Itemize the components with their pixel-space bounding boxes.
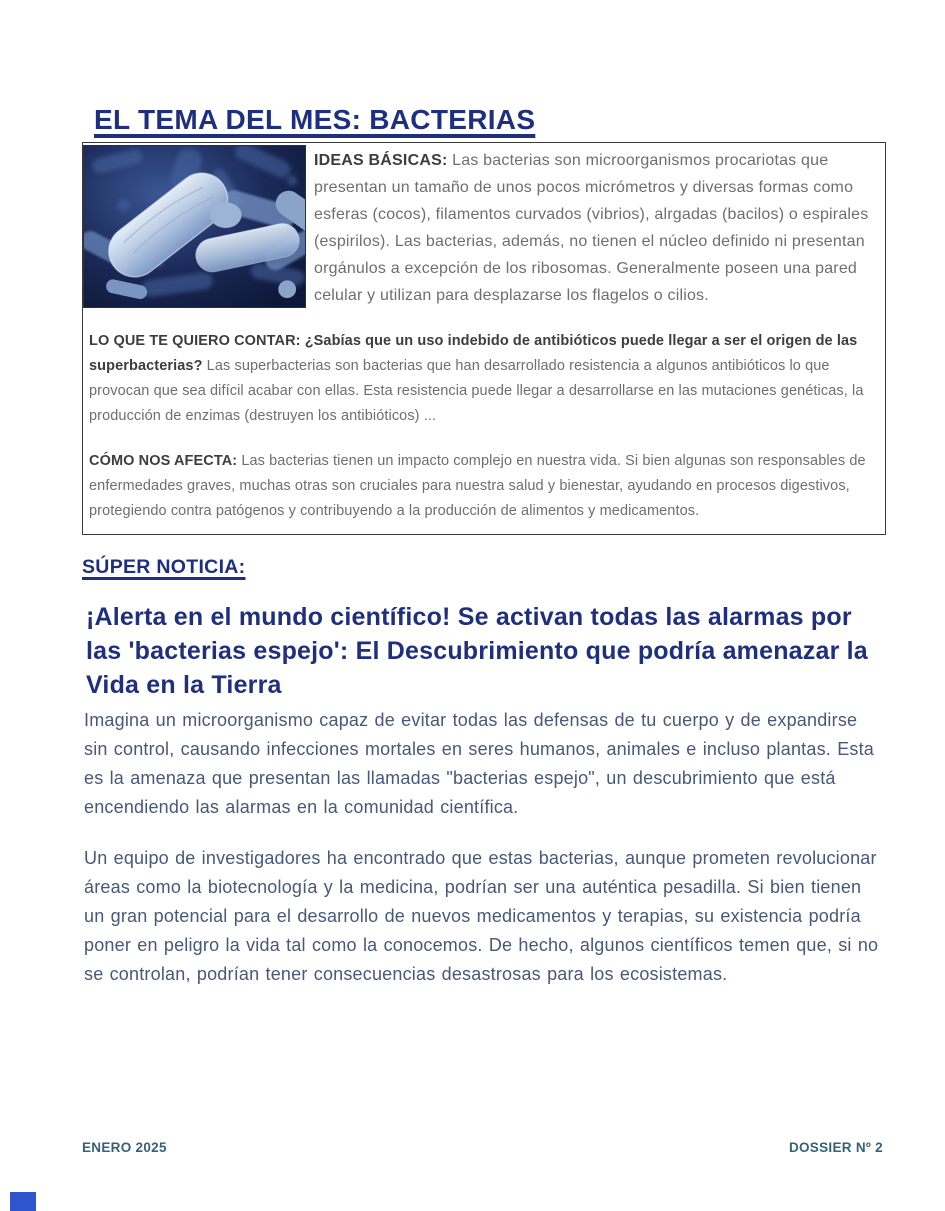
intro-info-box xyxy=(82,142,886,535)
lo-que-te-quiero-contar-paragraph xyxy=(88,329,876,429)
news-paragraph-2: Un equipo de investigadores ha encontrado que estas bacterias, aunque prometen revolucionar áreas como la biotecnología y la medicina, podrían ser una auténtica pesadilla. Si bien tienen un gran potencial para el desarrollo de nuevos medicamentos y terapias, su existencia podría poner en peligro la vida tal como la conocemos. De hecho, algunos científicos temen que, si no se controlan, podrían tener consecuencias desastrosas para los ecosistemas. xyxy=(84,848,879,984)
bacteria-micrograph-image xyxy=(83,145,306,308)
como-nos-afecta-label: CÓMO NOS AFECTA: xyxy=(89,453,238,469)
super-noticia-heading: SÚPER NOTICIA: xyxy=(82,556,246,578)
footer-dossier-number: DOSSIER Nº 2 xyxy=(788,1140,883,1155)
page-title: EL TEMA DEL MES: BACTERIAS xyxy=(94,104,536,135)
ideas-basicas-text: Las bacterias son microorganismos procariotas que presentan un tamaño de unos pocos micrómetros y diversas formas como esferas (cocos), filamentos curvados (vibrios), alrgadas (bacilos) o espirales (espirilos). Las bacterias, además, no tienen el núcleo definido ni presentan orgánulos a excepción de los ribosomas. Generalmente poseen una pared celular y utilizan para desplazarse los flagelos o cilios. xyxy=(314,152,869,304)
bacteria-illustration xyxy=(84,146,305,307)
lo-que-te-quiero-contar-text: Las superbacterias son bacterias que han desarrollado resistencia a algunos antibióticos lo que provocan que sea difícil acabar con ellas. Esta resistencia puede llegar a desarrollarse en las mutaciones genéticas, la producción de enzimas (destruyen los antibióticos) ... xyxy=(89,358,864,424)
lo-que-te-quiero-contar-label: LO QUE TE QUIERO CONTAR: ¿Sabías que un uso indebido de antibióticos puede llegar a ser el origen de las superbacterias? xyxy=(89,333,858,374)
como-nos-afecta-paragraph xyxy=(88,449,876,524)
news-headline: ¡Alerta en el mundo científico! Se activan todas las alarmas por las 'bacterias espejo': El Descubrimiento que podría amenazar la Vida en la Tierra xyxy=(86,603,868,699)
next-page-peek xyxy=(10,1192,36,1211)
page-footer xyxy=(82,1140,883,1155)
footer-date: ENERO 2025 xyxy=(82,1140,167,1155)
news-paragraph-1: Imagina un microorganismo capaz de evitar todas las defensas de tu cuerpo y de expandirse sin control, causando infecciones mortales en seres humanos, animales e incluso plantas. Esta es la amenaza que presentan las llamadas "bacterias espejo", un descubrimiento que está encendiendo las alarmas en la comunidad científica. xyxy=(84,710,875,817)
como-nos-afecta-text: Las bacterias tienen un impacto complejo en nuestra vida. Si bien algunas son responsables de enfermedades graves, muchas otras son cruciales para nuestra salud y bienestar, ayudando en procesos digestivos, protegiendo contra patógenos y contribuyendo a la producción de alimentos y medicamentos. xyxy=(89,453,866,519)
ideas-basicas-label: IDEAS BÁSICAS: xyxy=(314,152,448,169)
